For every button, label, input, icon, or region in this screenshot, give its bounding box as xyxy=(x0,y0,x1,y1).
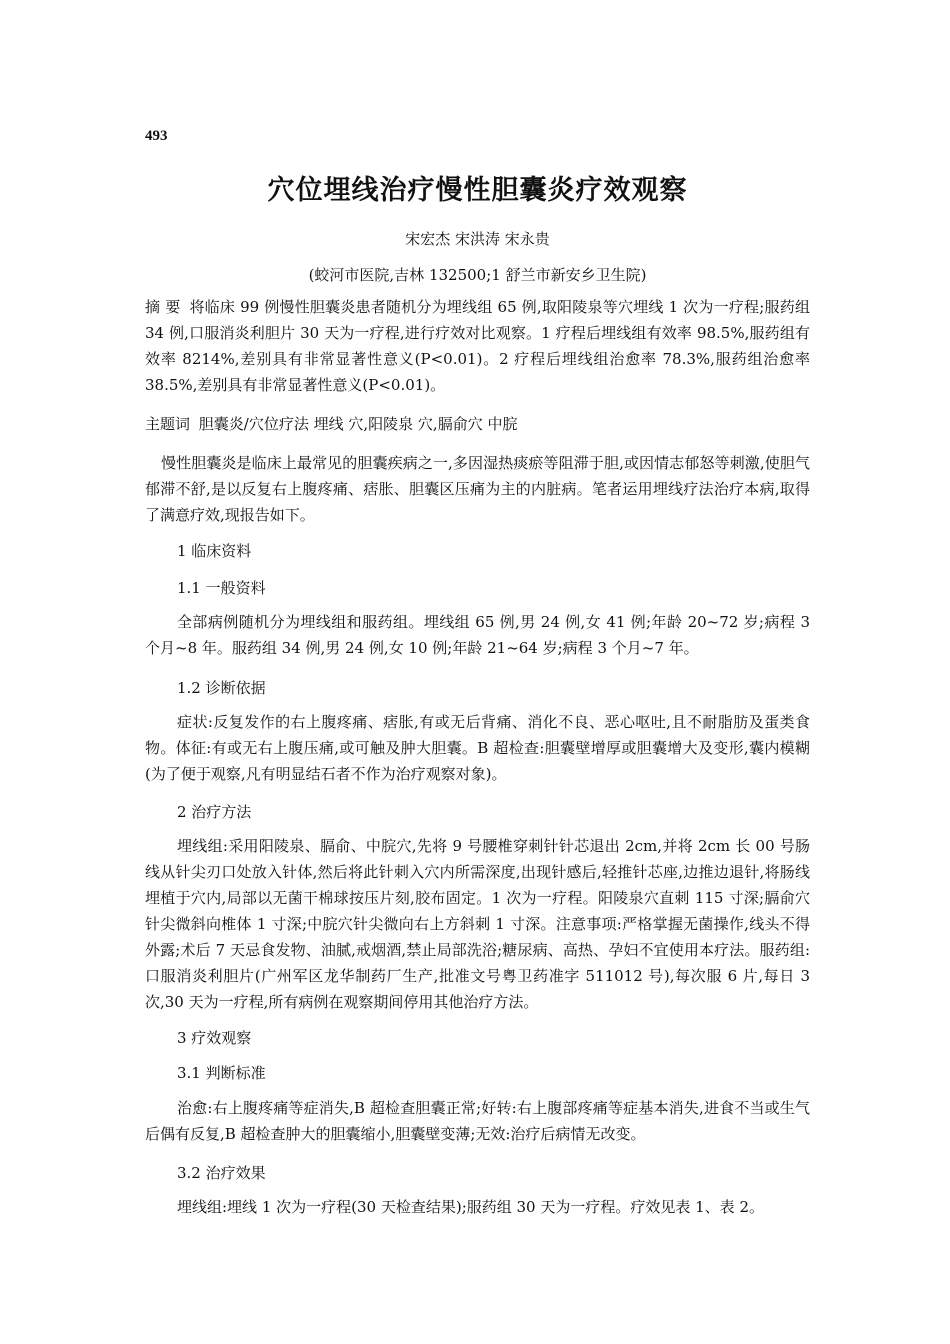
section-heading-1: 1 临床资料 xyxy=(177,542,252,560)
section-heading-1-1: 1.1 一般资料 xyxy=(177,579,266,597)
paragraph-diagnosis: 症状:反复发作的右上腹疼痛、痞胀,有或无后背痛、消化不良、恶心呕吐,且不耐脂肪及蛋类食物。体征:有或无右上腹压痛,或可触及肿大胆囊。B 超检查:胆囊壁增厚或胆囊增大及变形,囊内模糊(为了便于观察,凡有明显结石者不作为治疗观察对象)。 xyxy=(145,713,810,783)
affiliation: (蛟河市医院,吉林 132500;1 舒兰市新安乡卫生院) xyxy=(308,266,647,284)
keywords-text: 胆囊炎/穴位疗法 埋线 穴,阳陵泉 穴,膈俞穴 中脘 xyxy=(198,415,518,433)
page-number: 493 xyxy=(145,128,168,144)
keywords-label: 主题词 xyxy=(145,415,191,433)
paragraph-criteria: 治愈:右上腹疼痛等症消失,B 超检查胆囊正常;好转:右上腹部疼痛等症基本消失,进食不当或生气后偶有反复,B 超检查肿大的胆囊缩小,胆囊壁变薄;无效:治疗后病情无改变。 xyxy=(145,1099,810,1143)
section-heading-1-2: 1.2 诊断依据 xyxy=(177,679,266,697)
abstract xyxy=(145,294,810,398)
paragraph-treatment: 埋线组:采用阳陵泉、膈俞、中脘穴,先将 9 号腰椎穿刺针针芯退出 2cm,并将 2cm 长 00 号肠线从针尖刃口处放入针体,然后将此针刺入穴内所需深度,出现针感后,轻推针芯座,边推边退针,将肠线埋植于穴内,局部以无菌干棉球按压片刻,胶布固定。1 次为一疗程。阳陵泉穴直刺 115 寸深;膈俞穴针尖微斜向椎体 1 寸深;中脘穴针尖微向右上方斜刺 1 寸深。注意事项:严格掌握无菌操作,线头不得外露;术后 7 天忌食发物、油腻,戒烟酒,禁止局部洗浴;糖尿病、高热、孕妇不宜使用本疗法。服药组:口服消炎利胆片(广州军区龙华制药厂生产,批准文号粤卫药准字 511012 号),每次服 6 片,每日 3 次,30 天为一疗程,所有病例在观察期间停用其他治疗方法。 xyxy=(145,837,810,1011)
section-heading-3-2: 3.2 治疗效果 xyxy=(177,1164,266,1182)
paper-title: 穴位埋线治疗慢性胆囊炎疗效观察 xyxy=(267,175,688,206)
intro-paragraph: 慢性胆囊炎是临床上最常见的胆囊疾病之一,多因湿热痰瘀等阻滞于胆,或因情志郁怒等刺激,使胆气郁滞不舒,是以反复右上腹疼痛、痞胀、胆囊区压痛为主的内脏病。笔者运用埋线疗法治疗本病,取得了满意疗效,现报告如下。 xyxy=(145,454,810,524)
abstract-text: 将临床 99 例慢性胆囊炎患者随机分为埋线组 65 例,取阳陵泉等穴埋线 1 次为一疗程;服药组 34 例,口服消炎利胆片 30 天为一疗程,进行疗效对比观察。1 疗程后埋线组有效率 98.5%,服药组有效率 8214%,差别具有非常显著性意义(P<0.01)。2 疗程后埋线组治愈率 78.3%,服药组治愈率 38.5%,差别具有非常显著性意义(P<0.01)。 xyxy=(145,298,810,394)
section-heading-3: 3 疗效观察 xyxy=(177,1029,252,1047)
abstract-label: 摘 要 xyxy=(145,298,181,316)
authors: 宋宏杰 宋洪涛 宋永贵 xyxy=(405,230,550,248)
section-heading-3-1: 3.1 判断标准 xyxy=(177,1064,266,1082)
keywords xyxy=(145,411,810,437)
section-heading-2: 2 治疗方法 xyxy=(177,803,252,821)
paragraph-general-data: 全部病例随机分为埋线组和服药组。埋线组 65 例,男 24 例,女 41 例;年龄 20~72 岁;病程 3 个月~8 年。服药组 34 例,男 24 例,女 10 例;年龄 21~64 岁;病程 3 个月~7 年。 xyxy=(145,613,810,657)
paragraph-results: 埋线组:埋线 1 次为一疗程(30 天检查结果);服药组 30 天为一疗程。疗效见表 1、表 2。 xyxy=(177,1198,764,1216)
